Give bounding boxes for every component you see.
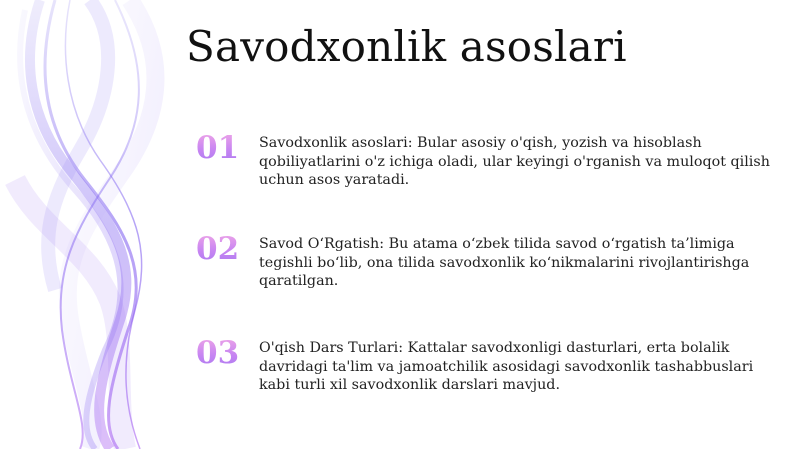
item-text: O'qish Dars Turlari: Kattalar savodxonligi dasturlari, erta bolalik davridagi ta'lim va jamoatchilik asosidagi savodxonlik tashabbuslari kabi turli xil savodxonlik darslari mavjud. [259, 340, 754, 393]
decorative-smoke-ribbon [0, 0, 200, 449]
item-text: Savod O‘Rgatish: Bu atama o‘zbek tilida savod o‘rgatish ta’limiga tegishli bo‘lib, ona tilida savodxonlik ko‘nikmalarini rivojlantirishga qaratilgan. [259, 236, 750, 289]
slide-title: Savodxonlik asoslari [186, 22, 627, 71]
item-number: 03 [196, 335, 248, 371]
item-text: Savodxonlik asoslari: Bular asosiy o'qish, yozish va hisoblash qobiliyatlarini o'z ichiga oladi, ular keyingi o'rganish va muloqot qilish uchun asos yaratadi. [259, 135, 770, 188]
item-number: 01 [196, 130, 248, 166]
item-number: 02 [196, 231, 248, 267]
